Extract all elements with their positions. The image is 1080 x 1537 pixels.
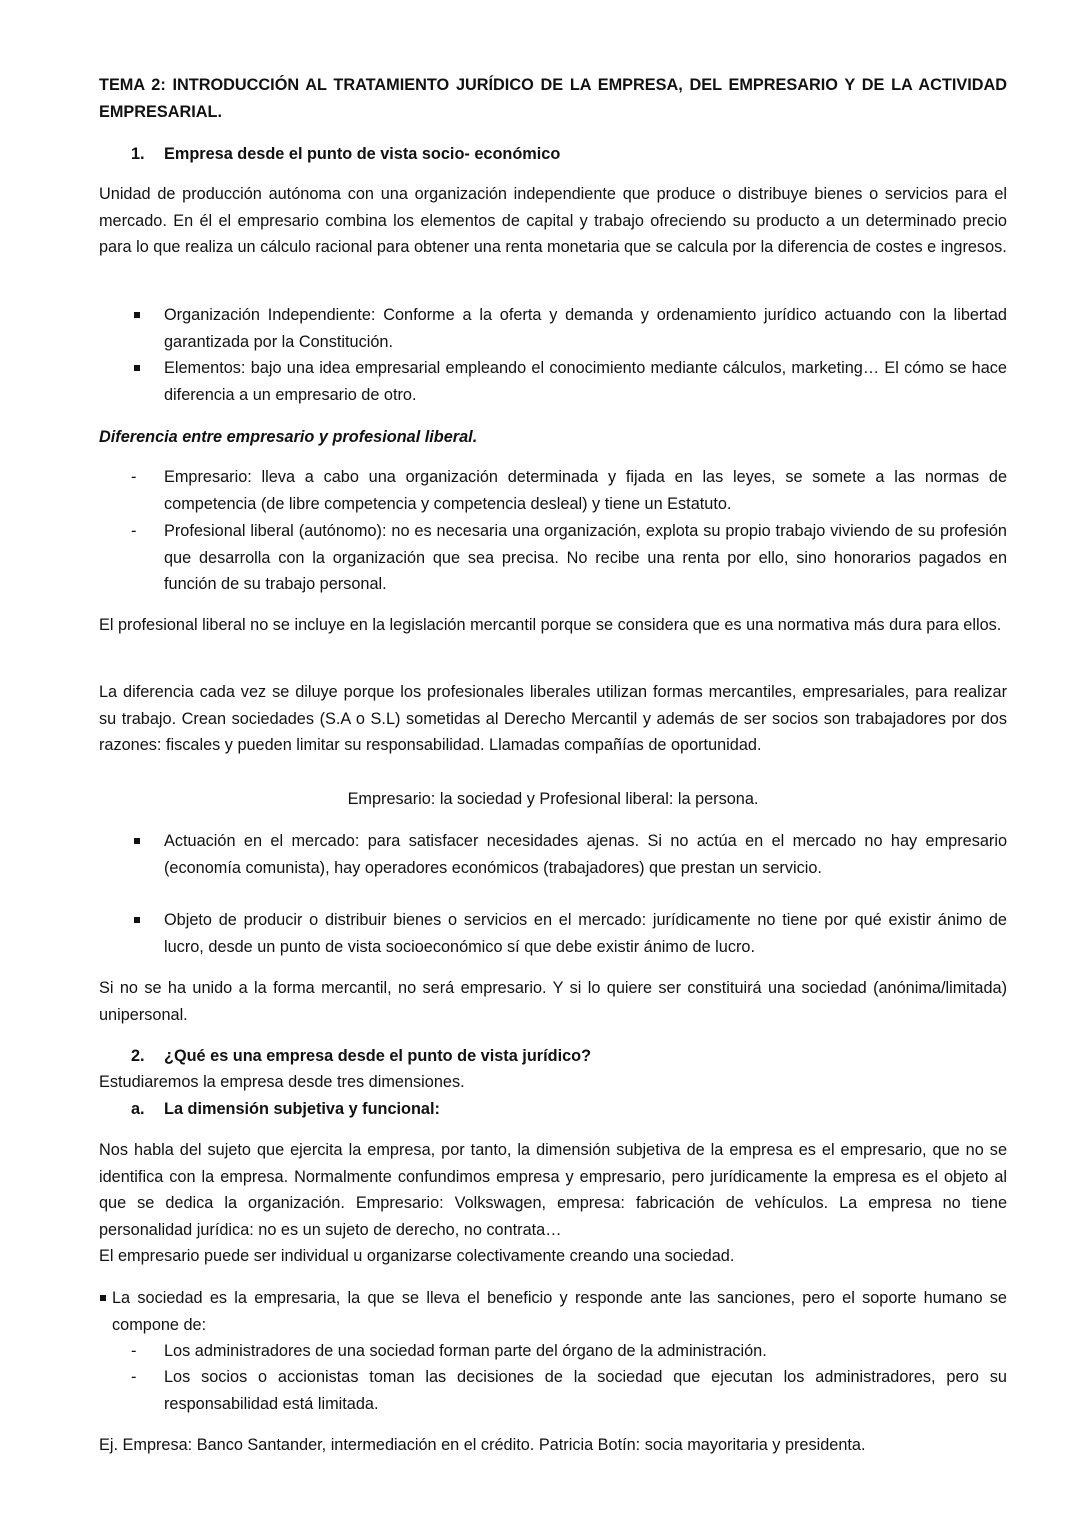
dash-marker: -	[131, 522, 137, 540]
dash-marker: -	[131, 468, 137, 486]
dash-item	[131, 1364, 1007, 1417]
subsection-letter: a.	[131, 1100, 145, 1118]
dash-item	[131, 518, 1007, 598]
square-bullet-icon	[100, 1295, 106, 1301]
dash-marker: -	[131, 1342, 137, 1360]
dash-text: Empresario: lleva a cabo una organización determinada y fijada en las leyes, se somete a las normas de competencia (de libre competencia y competencia desleal) y tiene un Estatuto.	[164, 468, 1007, 513]
example-line: Ej. Empresa: Banco Santander, intermediación en el crédito. Patricia Botín: socia mayoritaria y presidenta.	[99, 1436, 866, 1454]
bullet-item	[164, 828, 1007, 881]
subsection-heading-text: La dimensión subjetiva y funcional:	[164, 1100, 440, 1118]
dash-marker: -	[131, 1368, 137, 1386]
bullet-text: Elementos: bajo una idea empresarial empleando el conocimiento mediante cálculos, marketing… El cómo se hace diferencia a un empresario de otro.	[164, 359, 1007, 404]
bullet-item	[164, 907, 1007, 960]
square-bullet-icon	[134, 365, 140, 371]
subsection-a-heading	[131, 1096, 1007, 1123]
dash-text: Los socios o accionistas toman las decisiones de la sociedad que ejecutan los administradores, pero su responsabilidad está limitada.	[164, 1368, 1007, 1413]
bullet-text: La sociedad es la empresaria, la que se lleva el beneficio y responde ante las sanciones, pero el soporte humano se compone de:	[112, 1289, 1007, 1334]
section-number: 1.	[131, 145, 145, 163]
dash-item	[131, 1338, 1007, 1365]
bullet-text: Actuación en el mercado: para satisfacer necesidades ajenas. Si no actúa en el mercado no hay empresario (economía comunista), hay operadores económicos (trabajadores) que prestan un servicio.	[164, 832, 1007, 877]
document-title: TEMA 2: INTRODUCCIÓN AL TRATAMIENTO JURÍDICO DE LA EMPRESA, DEL EMPRESARIO Y DE LA ACTIVIDAD EMPRESARIAL.	[99, 76, 1007, 121]
subheading-difference: Diferencia entre empresario y profesional liberal.	[99, 428, 478, 446]
bullet-item	[112, 1285, 1007, 1338]
paragraph: El empresario puede ser individual u organizarse colectivamente creando una sociedad.	[99, 1247, 735, 1265]
section-2-intro: Estudiaremos la empresa desde tres dimensiones.	[99, 1073, 465, 1091]
section-1-heading	[131, 141, 1007, 168]
bullet-text: Organización Independiente: Conforme a la oferta y demanda y ordenamiento jurídico actuando con la libertad garantizada por la Constitución.	[164, 306, 1007, 351]
square-bullet-icon	[134, 838, 140, 844]
dash-text: Los administradores de una sociedad forman parte del órgano de la administración.	[164, 1342, 767, 1360]
paragraph: El profesional liberal no se incluye en la legislación mercantil porque se considera que es una normativa más dura para ellos.	[99, 616, 1002, 634]
section-number: 2.	[131, 1047, 145, 1065]
section-heading-text: ¿Qué es una empresa desde el punto de vista jurídico?	[164, 1047, 592, 1065]
paragraph: La diferencia cada vez se diluye porque los profesionales liberales utilizan formas mercantiles, empresariales, para realizar su trabajo. Crean sociedades (S.A o S.L) sometidas al Derecho Mercantil y además de ser socios son trabajadores por dos razones: fiscales y pueden limitar su responsabilidad. Llamadas compañías de oportunidad.	[99, 683, 1007, 755]
square-bullet-icon	[134, 917, 140, 923]
bullet-item	[164, 355, 1007, 408]
dash-text: Profesional liberal (autónomo): no es necesaria una organización, explota su propio trabajo viviendo de su profesión que desarrolla con la organización que sea precisa. No recibe una renta por ello, sino honorarios pagados en función de su trabajo personal.	[164, 522, 1007, 594]
dash-item	[131, 464, 1007, 517]
section-1-intro: Unidad de producción autónoma con una organización independiente que produce o distribuye bienes o servicios para el mercado. En él el empresario combina los elementos de capital y trabajo ofreciendo su producto a un determinado precio para lo que realiza un cálculo racional para obtener una renta monetaria que se calcula por la diferencia de costes e ingresos.	[99, 185, 1007, 257]
section-2-heading	[131, 1043, 1007, 1070]
bullet-text: Objeto de producir o distribuir bienes o servicios en el mercado: jurídicamente no tiene por qué existir ánimo de lucro, desde un punto de vista socioeconómico sí que debe existir ánimo de lucro.	[164, 911, 1007, 956]
paragraph: Si no se ha unido a la forma mercantil, no será empresario. Y si lo quiere ser constituirá una sociedad (anónima/limitada) unipersonal.	[99, 979, 1007, 1024]
centered-note: Empresario: la sociedad y Profesional liberal: la persona.	[347, 790, 759, 808]
paragraph: Nos habla del sujeto que ejercita la empresa, por tanto, la dimensión subjetiva de la empresa es el empresario, que no se identifica con la empresa. Normalmente confundimos empresa y empresario, pero jurídicamente la empresa es el objeto al que se dedica la organización. Empresario: Volkswagen, empresa: fabricación de vehículos. La empresa no tiene personalidad jurídica: no es un sujeto de derecho, no contrata…	[99, 1141, 1007, 1239]
section-heading-text: Empresa desde el punto de vista socio- económico	[164, 145, 561, 163]
bullet-item	[164, 302, 1007, 355]
square-bullet-icon	[134, 312, 140, 318]
